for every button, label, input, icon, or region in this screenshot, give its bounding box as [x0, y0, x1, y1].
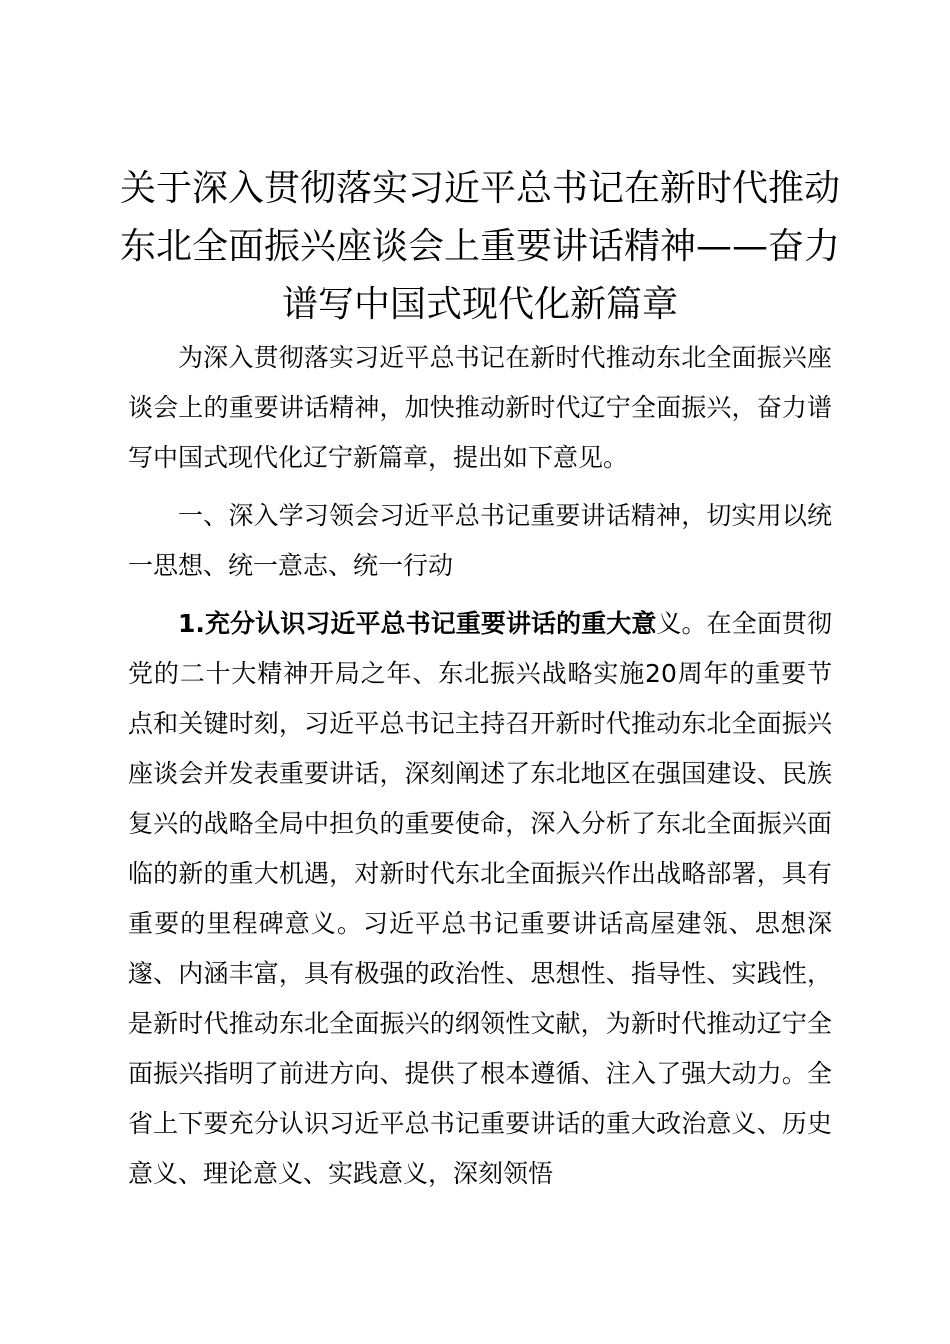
- point-body: 在全面贯彻党的二十大精神开局之年、东北振兴战略实施20周年的重要节点和关键时刻，习近平总书记主持召开新时代推动东北全面振兴座谈会并发表重要讲话，深刻阐述了东北地区在强国建设、民族复兴的战略全局中担负的重要使命，深入分析了东北全面振兴面临的新的重大机遇，对新时代东北全面振兴作出战略部署，具有重要的里程碑意义。习近平总书记重要讲话高屋建瓴、思想深邃、内涵丰富，具有极强的政治性、思想性、指导性、实践性，是新时代推动东北全面振兴的纲领性文献，为新时代推动辽宁全面振兴指明了前进方向、提供了根本遵循、注入了强大动力。全省上下要充分认识习近平总书记重要讲话的重大政治意义、历史意义、理论意义、实践意义，深刻领悟: [128, 609, 832, 1188]
- point-heading: 1.充分认识习近平总书记重要讲话的重大意: [178, 609, 657, 638]
- intro-paragraph: 为深入贯彻落实习近平总书记在新时代推动东北全面振兴座谈会上的重要讲话精神，加快推动新时代辽宁全面振兴，奋力谱写中国式现代化辽宁新篇章，提出如下意见。: [128, 343, 832, 472]
- document-body: [128, 333, 832, 1199]
- point-heading-tail: 义。: [656, 609, 707, 638]
- section-heading: 一、深入学习领会习近平总书记重要讲话精神，切实用以统一思想、统一意志、统一行动: [128, 501, 832, 580]
- point-paragraph: [128, 599, 832, 1199]
- document-title: 关于深入贯彻落实习近平总书记在新时代推动东北全面振兴座谈会上重要讲话精神——奋力谱写中国式现代化新篇章: [119, 168, 840, 325]
